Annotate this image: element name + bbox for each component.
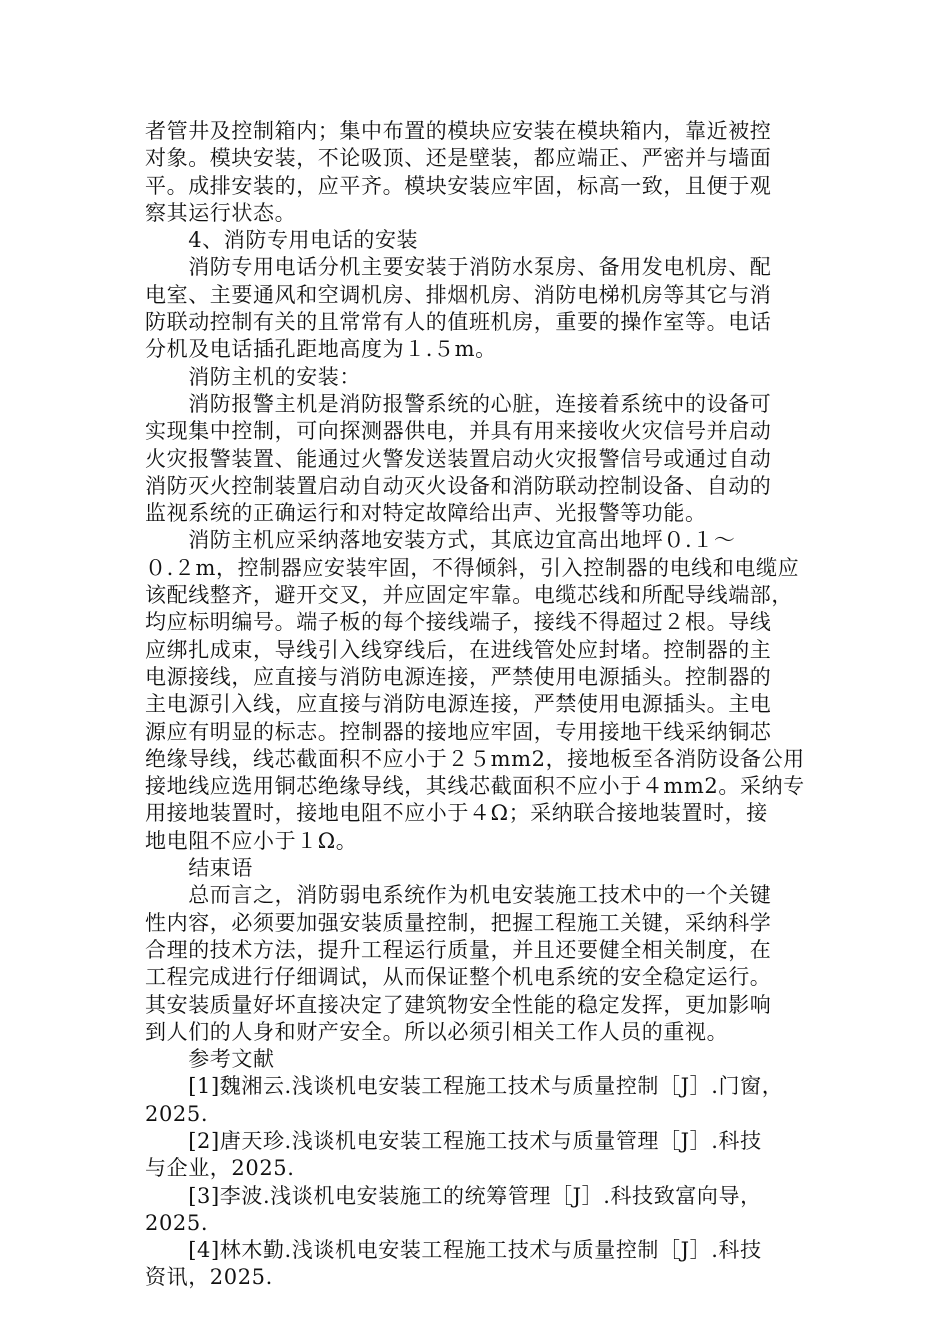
section-heading: 参考文献 bbox=[145, 1047, 275, 1072]
text-line: 实现集中控制，可向探测器供电，并具有用来接收火灾信号并启动 bbox=[145, 419, 772, 444]
section-heading: 消防主机的安装： bbox=[145, 364, 361, 389]
section-heading: 4、消防专用电话的安装 bbox=[145, 228, 419, 253]
reference-line: 2025. bbox=[145, 1210, 209, 1235]
section-heading: 结束语 bbox=[145, 856, 253, 881]
text-line: 察其运行状态。 bbox=[145, 200, 297, 225]
reference-line: [4]林木勤.浅谈机电安装工程施工技术与质量控制［J］.科技 bbox=[145, 1238, 762, 1263]
document-body bbox=[145, 118, 805, 1292]
text-line: 火灾报警装置、能通过火警发送装置启动火灾报警信号或通过自动 bbox=[145, 446, 772, 471]
text-line: 电源接线，应直接与消防电源连接，严禁使用电源插头。控制器的 bbox=[145, 664, 772, 689]
text-line: 应绑扎成束，导线引入线穿线后，在进线管处应封堵。控制器的主 bbox=[145, 637, 772, 662]
text-line: 者管井及控制箱内；集中布置的模块应安装在模块箱内，靠近被控 bbox=[145, 119, 772, 143]
text-line: 其安装质量好坏直接决定了建筑物安全性能的稳定发挥，更加影响 bbox=[145, 992, 772, 1017]
text-line: 绝缘导线，线芯截面积不应小于２５mm2，接地板至各消防设备公用 bbox=[145, 746, 805, 771]
text-line: ０.２m，控制器应安装牢固，不得倾斜，引入控制器的电线和电缆应 bbox=[145, 555, 800, 580]
text-line: 分机及电话插孔距地高度为１.５m。 bbox=[145, 337, 497, 362]
reference-line: 资讯，2025. bbox=[145, 1265, 273, 1290]
reference-line: [1]魏湘云.浅谈机电安装工程施工技术与质量控制［J］.门窗， bbox=[145, 1074, 784, 1099]
reference-line: 与企业，2025. bbox=[145, 1156, 295, 1181]
text-line: 主电源引入线，应直接与消防电源连接，严禁使用电源插头。主电 bbox=[145, 692, 772, 717]
text-line: 合理的技术方法，提升工程运行质量，并且还要健全相关制度，在 bbox=[145, 937, 772, 962]
text-line: 该配线整齐，避开交叉，并应固定牢靠。电缆芯线和所配导线端部， bbox=[145, 583, 793, 608]
text-line: 用接地装置时，接地电阻不应小于４Ω；采纳联合接地装置时，接 bbox=[145, 801, 768, 826]
text-line: 工程完成进行仔细调试，从而保证整个机电系统的安全稳定运行。 bbox=[145, 965, 772, 990]
text-line: 均应标明编号。端子板的每个接线端子，接线不得超过２根。导线 bbox=[145, 610, 772, 635]
text-line: 性内容，必须要加强安装质量控制，把握工程施工关键，采纳科学 bbox=[145, 910, 772, 935]
text-line: 消防报警主机是消防报警系统的心脏，连接着系统中的设备可 bbox=[145, 391, 772, 416]
text-line: 地电阻不应小于１Ω。 bbox=[145, 828, 358, 853]
text-line: 平。成排安装的，应平齐。模块安装应牢固，标高一致，且便于观 bbox=[145, 173, 772, 198]
reference-line: [2]唐天珍.浅谈机电安装工程施工技术与质量管理［J］.科技 bbox=[145, 1128, 762, 1153]
text-line: 电室、主要通风和空调机房、排烟机房、消防电梯机房等其它与消 bbox=[145, 282, 772, 307]
text-line: 到人们的人身和财产安全。所以必须引相关工作人员的重视。 bbox=[145, 1019, 729, 1044]
reference-line: 2025. bbox=[145, 1101, 209, 1126]
text-line: 总而言之，消防弱电系统作为机电安装施工技术中的一个关键 bbox=[145, 883, 772, 908]
text-line: 消防主机应采纳落地安装方式，其底边宜高出地坪０.１～ bbox=[145, 528, 736, 553]
text-line: 监视系统的正确运行和对特定故障给出声、光报警等功能。 bbox=[145, 501, 707, 526]
text-line: 源应有明显的标志。控制器的接地应牢固，专用接地干线采纳铜芯 bbox=[145, 719, 772, 744]
text-line: 对象。模块安装，不论吸顶、还是壁装，都应端正、严密并与墙面 bbox=[145, 146, 772, 171]
text-line: 消防灭火控制装置启动自动灭火设备和消防联动控制设备、自动的 bbox=[145, 473, 772, 498]
reference-line: [3]李波.浅谈机电安装施工的统筹管理［J］.科技致富向导， bbox=[145, 1183, 762, 1208]
text-line: 接地线应选用铜芯绝缘导线，其线芯截面积不应小于４mm2。采纳专 bbox=[145, 774, 805, 799]
text-line: 防联动控制有关的且常常有人的值班机房，重要的操作室等。电话 bbox=[145, 310, 772, 335]
text-line: 消防专用电话分机主要安装于消防水泵房、备用发电机房、配 bbox=[145, 255, 772, 280]
